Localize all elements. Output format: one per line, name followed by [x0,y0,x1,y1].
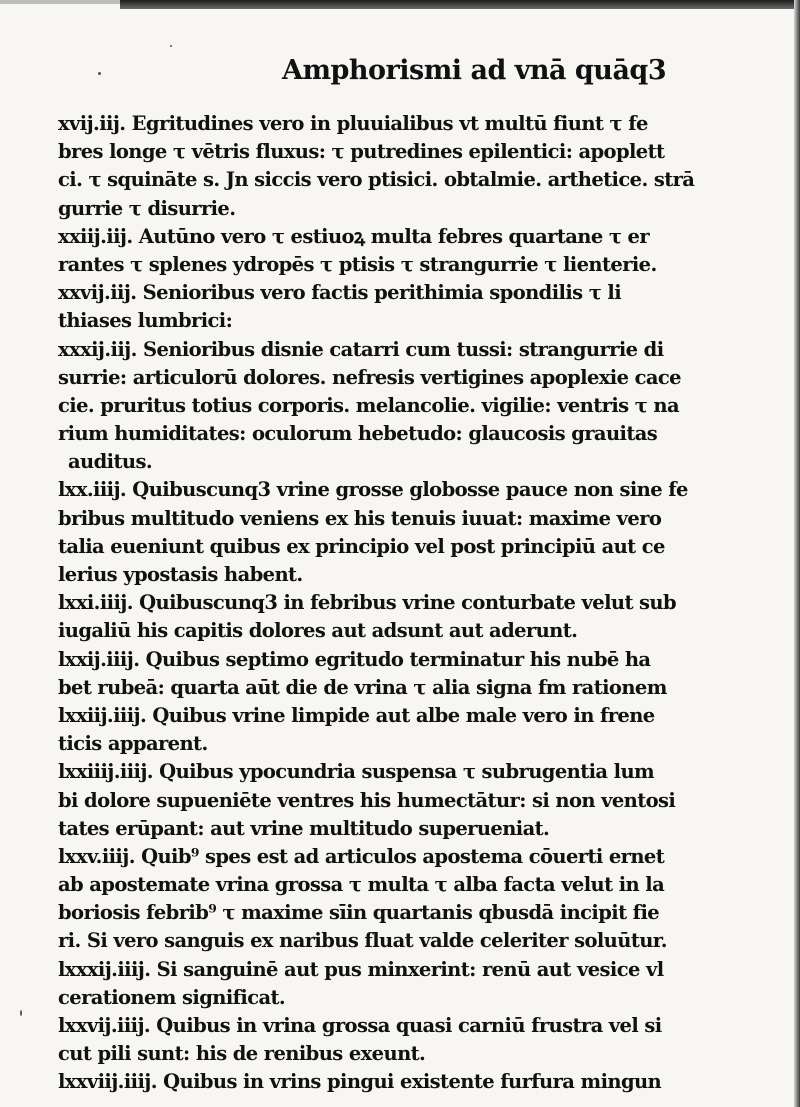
text-line: xxvij.iij. Senioribus vero factis perithimia spondilis τ li [58,281,622,305]
scan-edge-shadow [0,0,120,4]
text-line: bribus multitudo veniens ex his tenuis iuuat: maxime vero [58,506,662,530]
text-line: thiases lumbrici: [58,309,233,333]
text-block [58,110,770,1097]
text-line: lxxi.iiij. Quibuscunq3 in febribus vrine conturbate velut sub [58,591,677,615]
text-line: ci. τ squināte s. Jn siccis vero ptisici. obtalmie. arthetice. strā [58,168,695,192]
text-line: bres longe τ vētris fluxus: τ putredines epilentici: apoplett [58,140,665,164]
text-line: gurrie τ disurrie. [58,196,236,220]
text-line: surrie: articulorū dolores. nefresis vertigines apoplexie cace [58,365,681,389]
text-line: boriosis febrib⁹ τ maxime sīin quartanis qbusdā incipit fie [58,901,660,925]
text-line: cut pili sunt: his de renibus exeunt. [58,1042,426,1066]
text-line: rantes τ splenes ydropēs τ ptisis τ strangurrie τ lienterie. [58,252,657,276]
scan-right-edge [794,0,800,1107]
text-line: lxxv.iiij. Quib⁹ spes est ad articulos apostema cōuerti ernet [58,844,665,868]
text-line: cie. pruritus totius corporis. melancolie. vigilie: ventris τ na [58,393,680,417]
text-line: lxxiij.iiij. Quibus vrine limpide aut albe male vero in frene [58,703,655,727]
text-line: iugaliū his capitis dolores aut adsunt aut aderunt. [58,619,578,643]
text-line: tates erūpant: aut vrine multitudo superueniat. [58,816,550,840]
text-line: bi dolore supueniēte ventres his humectātur: si non ventosi [58,788,676,812]
text-line: lerius ypostasis habent. [58,563,303,586]
text-line: talia eueniunt quibus ex principio vel post principiū aut ce [58,534,665,558]
text-line: ab apostemate vrina grossa τ multa τ alba facta velut in la [58,873,665,897]
text-line: xvij.iij. Egritudines vero in pluuialibus vt multū fiunt τ fe [58,112,648,135]
ink-speck [98,72,101,75]
text-line: lxxij.iiij. Quibus septimo egritudo terminatur his nubē ha [58,647,651,671]
ink-speck [20,1010,22,1016]
text-line: ticis apparent. [58,732,208,756]
text-line: cerationem significat. [58,985,286,1009]
text-line: xxxij.iij. Senioribus disnie catarri cum tussi: strangurrie di [58,337,664,361]
text-line: lxxvij.iiij. Quibus in vrina grossa quasi carniū frustra vel si [58,1014,662,1037]
text-line: xxiij.iij. Autūno vero τ estiuoꝝ multa febres quartane τ er [58,224,650,248]
text-line: bet rubeā: quarta aūt die de vrina τ alia signa fm rationem [58,675,667,699]
running-title: Amphorismi ad vnā quāq3 [282,55,667,86]
text-line: lxx.iiij. Quibuscunq3 vrine grosse globosse pauce non sine fe [58,478,688,502]
text-line: lxxxij.iiij. Si sanguinē aut pus minxerint: renū aut vesice vl [58,957,664,981]
text-line: auditus. [68,450,153,474]
text-line: rium humiditates: oculorum hebetudo: glaucosis grauitas [58,422,658,446]
ink-speck [170,45,172,47]
text-line: lxxiiij.iiij. Quibus ypocundria suspensa τ subrugentia lum [58,760,655,784]
scan-top-edge [120,0,800,9]
text-line: lxxviij.iiij. Quibus in vrins pingui existente furfura mingun [58,1070,662,1094]
text-line: ri. Si vero sanguis ex naribus fluat valde celeriter soluūtur. [58,929,667,953]
